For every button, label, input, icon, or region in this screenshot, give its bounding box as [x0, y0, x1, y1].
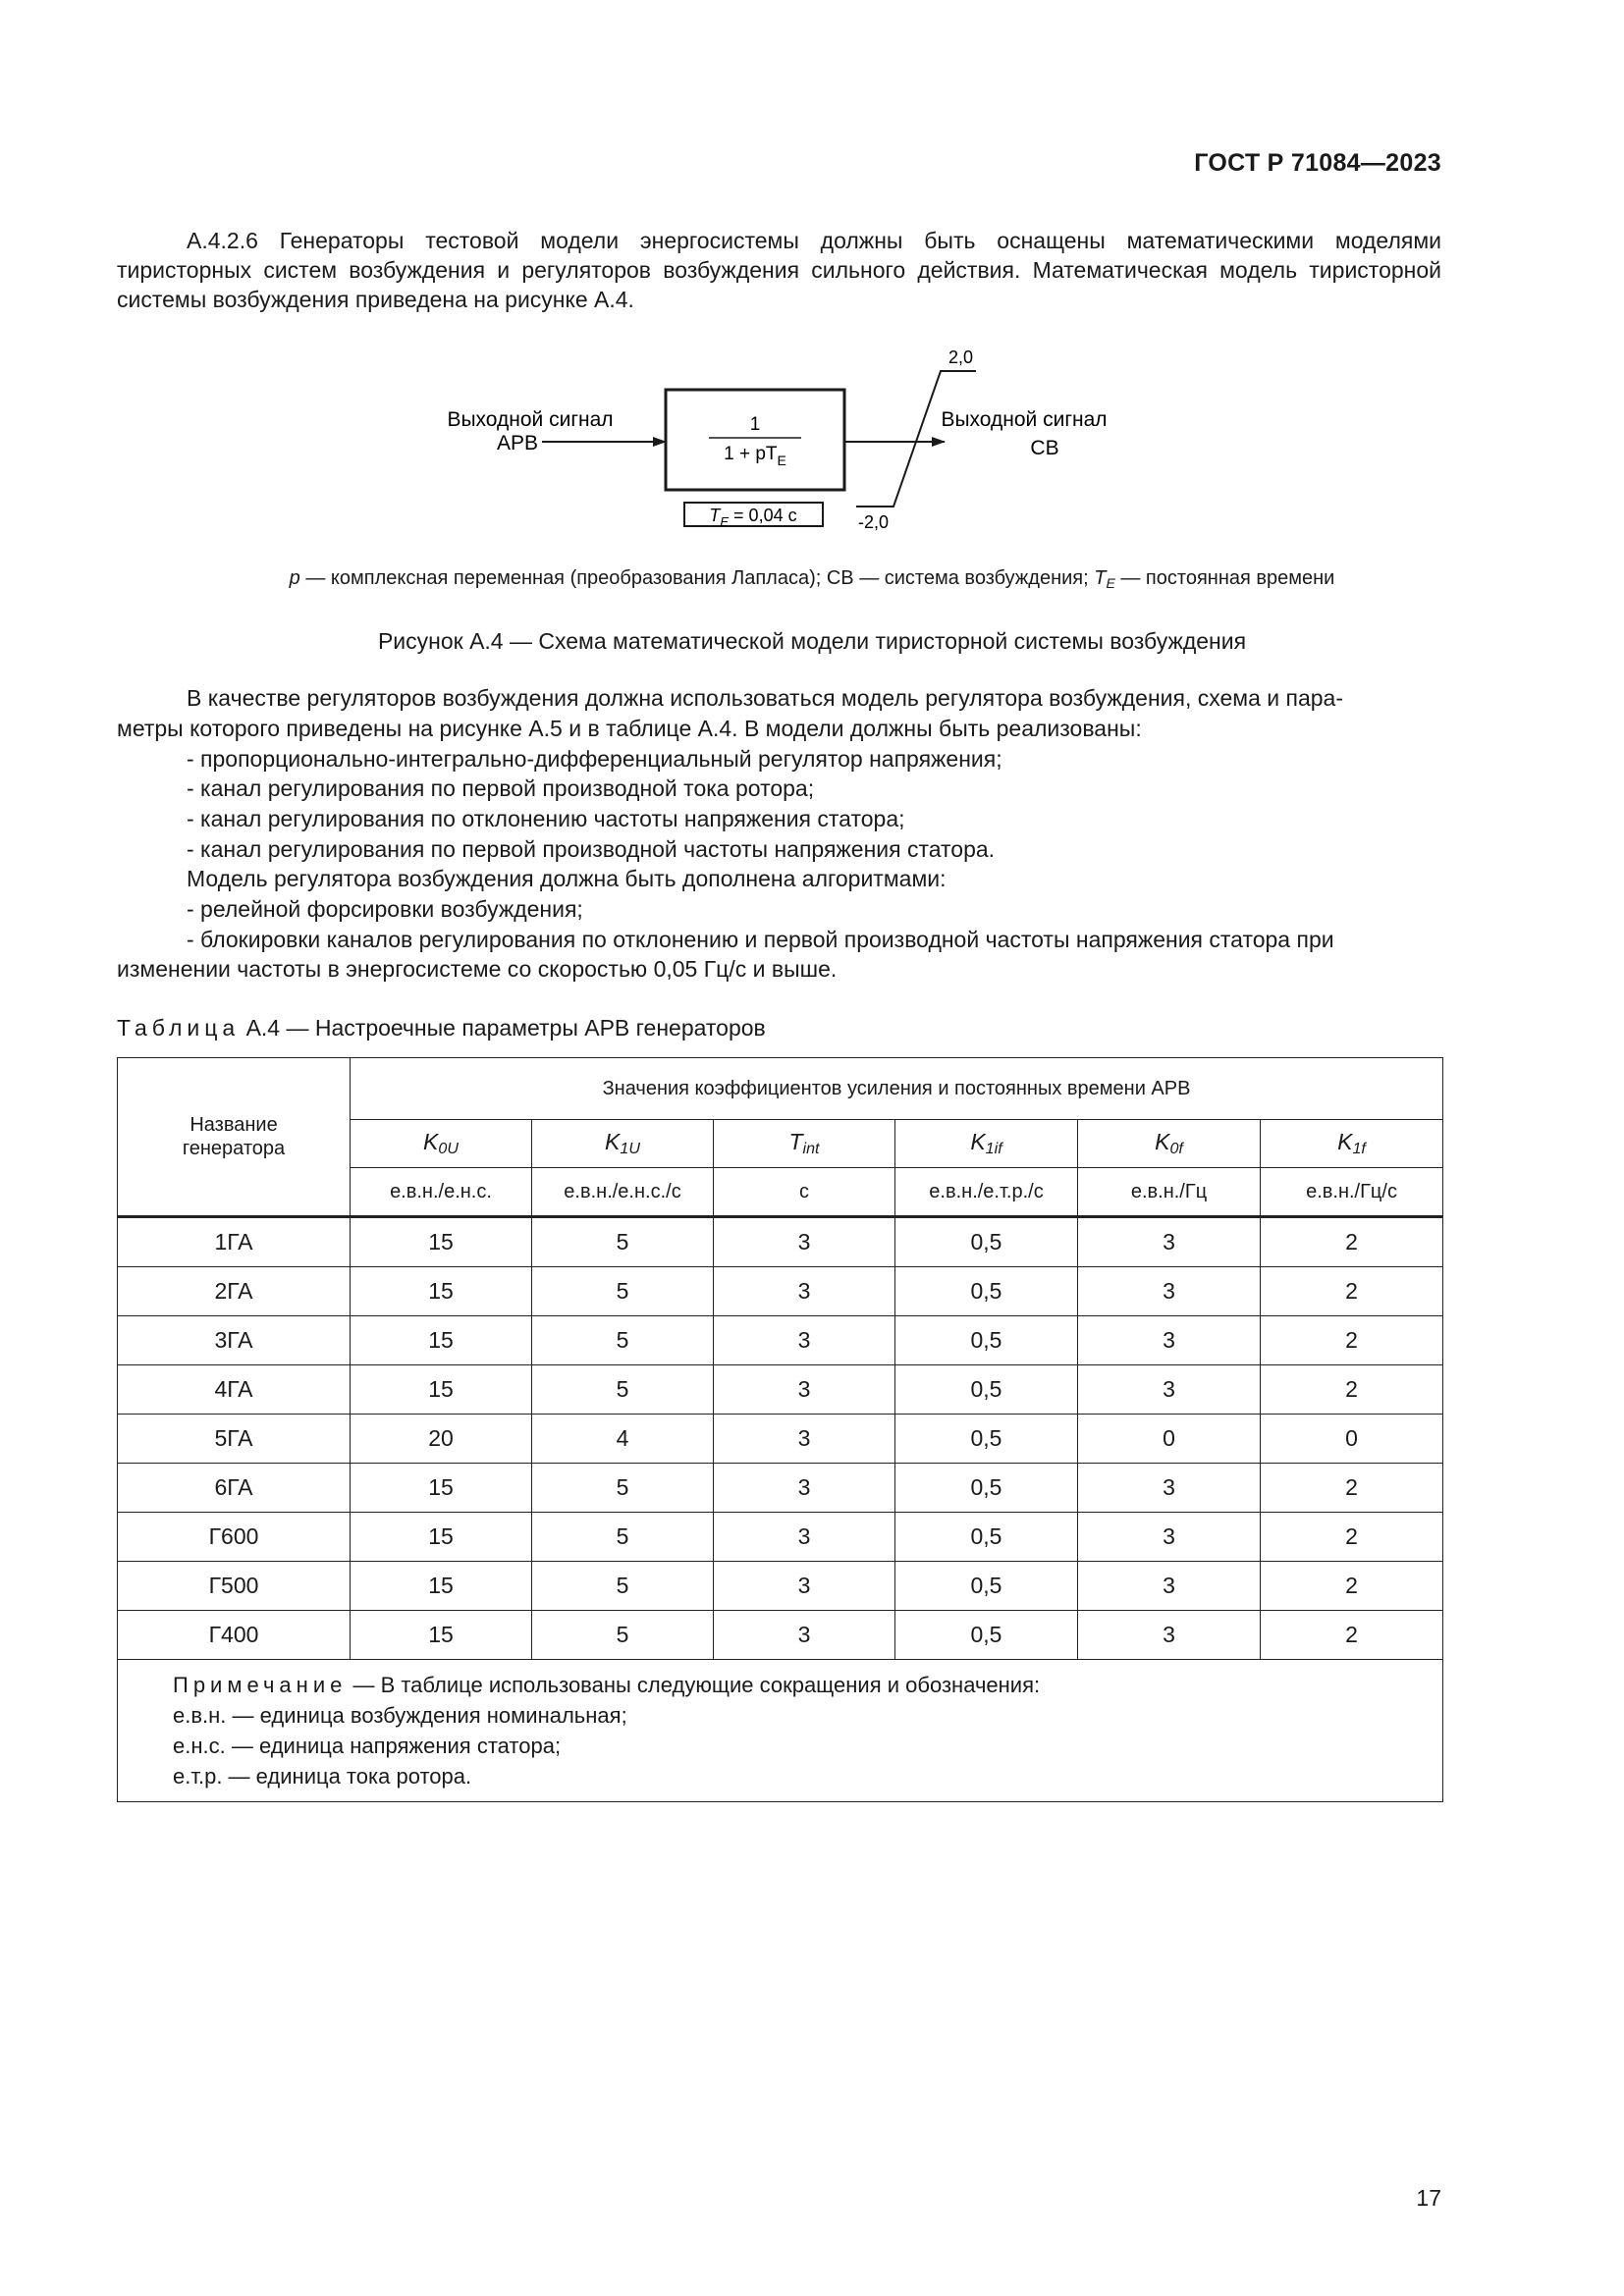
tf-numerator: 1	[749, 414, 761, 435]
figure-legend: p — комплексная переменная (преобразования Лапласа); СВ — система возбуждения; $T_E$ — постоянная времени	[289, 567, 1335, 591]
param-value-cell: 5	[532, 1217, 714, 1267]
param-value-cell: 5	[532, 1562, 714, 1611]
param-value-cell: 20	[351, 1415, 532, 1464]
input-label-line2: АРВ	[496, 432, 539, 454]
generator-name-header: Название генератора	[118, 1058, 351, 1217]
unit-header: е.в.н./е.н.с.	[351, 1168, 532, 1217]
body-line: изменении частоты в энергосистеме со скоростью 0,05 Гц/с и выше.	[117, 956, 838, 982]
list-item: - канал регулирования по первой производной тока ротора;	[187, 775, 815, 801]
param-value-cell: 15	[351, 1611, 532, 1660]
output-label-line1: Выходной сигнал	[941, 408, 1108, 431]
transfer-function-block	[666, 390, 844, 490]
param-value-cell: 3	[1078, 1365, 1261, 1415]
param-value-cell: 3	[714, 1513, 895, 1562]
page-number: 17	[1416, 2185, 1441, 2211]
param-value-cell: 3	[714, 1365, 895, 1415]
body-line: метры которого приведены на рисунке А.5 и в таблице А.4. В модели должны быть реализованы:	[117, 716, 1142, 741]
param-value-cell: 3	[1078, 1611, 1261, 1660]
generator-name-cell: Г600	[118, 1513, 351, 1562]
param-value-cell: 3	[714, 1415, 895, 1464]
generator-name-cell: 2ГА	[118, 1267, 351, 1316]
param-value-cell: 3	[714, 1316, 895, 1365]
param-value-cell: 2	[1261, 1464, 1443, 1513]
param-value-cell: 2	[1261, 1611, 1443, 1660]
param-value-cell: 3	[1078, 1562, 1261, 1611]
tf-denominator: $1 + pT_E$	[724, 444, 786, 468]
param-value-cell: 0	[1078, 1415, 1261, 1464]
param-value-cell: 15	[351, 1562, 532, 1611]
param-header: $K_{1f}$	[1261, 1120, 1443, 1168]
limit-lower: -2,0	[858, 512, 890, 532]
list-item: - канал регулирования по отклонению частоты напряжения статора;	[187, 806, 905, 831]
table-row	[118, 1365, 1443, 1415]
param-header: $K_{0f}$	[1078, 1120, 1261, 1168]
table-row	[118, 1562, 1443, 1611]
table-row	[118, 1513, 1443, 1562]
figure-caption: Рисунок А.4 — Схема математической модели тиристорной системы возбуждения	[377, 628, 1247, 654]
table-note: Примечание — В таблице использованы следующие сокращения и обозначения: е.в.н. — единица возбуждения номинальная; е.н.с. — единица напряжения статора; е.т.р. — единица тока ротора.	[118, 1660, 1443, 1802]
param-value-cell: 15	[351, 1267, 532, 1316]
generator-name-cell: 3ГА	[118, 1316, 351, 1365]
param-value-cell: 4	[532, 1415, 714, 1464]
param-value-cell: 2	[1261, 1267, 1443, 1316]
generator-name-cell: 6ГА	[118, 1464, 351, 1513]
generator-name-cell: Г500	[118, 1562, 351, 1611]
generator-name-cell: 1ГА	[118, 1217, 351, 1267]
generator-name-cell: 4ГА	[118, 1365, 351, 1415]
generator-name-cell: Г400	[118, 1611, 351, 1660]
param-value-cell: 2	[1261, 1562, 1443, 1611]
unit-header: е.в.н./е.н.с./с	[532, 1168, 714, 1217]
param-header: $T_{int}$	[714, 1120, 895, 1168]
document-id: ГОСТ Р 71084—2023	[1194, 149, 1441, 177]
table-row	[118, 1316, 1443, 1365]
param-value-cell: 0,5	[895, 1513, 1078, 1562]
param-value-cell: 5	[532, 1464, 714, 1513]
table-row	[118, 1217, 1443, 1267]
body-line: В качестве регуляторов возбуждения должна использоваться модель регулятора возбуждения, схема и пара-	[187, 685, 1343, 711]
body-line: Модель регулятора возбуждения должна быть дополнена алгоритмами:	[187, 866, 947, 891]
param-value-cell: 0,5	[895, 1415, 1078, 1464]
param-value-cell: 0,5	[895, 1562, 1078, 1611]
limit-upper: 2,0	[948, 347, 974, 367]
param-value-cell: 3	[1078, 1217, 1261, 1267]
table-row	[118, 1415, 1443, 1464]
param-value-cell: 0,5	[895, 1316, 1078, 1365]
param-value-cell: 3	[714, 1464, 895, 1513]
limiter-symbol	[856, 371, 976, 507]
unit-header: е.в.н./е.т.р./с	[895, 1168, 1078, 1217]
group-header: Значения коэффициентов усиления и постоянных времени АРВ	[351, 1058, 1443, 1120]
param-value-cell: 5	[532, 1316, 714, 1365]
generator-name-cell: 5ГА	[118, 1415, 351, 1464]
param-value-cell: 15	[351, 1513, 532, 1562]
param-value-cell: 3	[714, 1267, 895, 1316]
list-item: - канал регулирования по первой производной частоты напряжения статора.	[187, 836, 996, 862]
param-value-cell: 3	[714, 1611, 895, 1660]
param-value-cell: 3	[1078, 1513, 1261, 1562]
param-value-cell: 5	[532, 1267, 714, 1316]
param-value-cell: 0,5	[895, 1611, 1078, 1660]
param-value-cell: 3	[714, 1562, 895, 1611]
excitation-system-diagram	[0, 334, 1624, 540]
param-value-cell: 15	[351, 1316, 532, 1365]
unit-header: е.в.н./Гц/с	[1261, 1168, 1443, 1217]
param-value-cell: 15	[351, 1464, 532, 1513]
time-constant-label: $T_E = 0,04$ с	[709, 506, 797, 529]
param-value-cell: 0	[1261, 1415, 1443, 1464]
param-value-cell: 3	[1078, 1267, 1261, 1316]
list-item: - релейной форсировки возбуждения;	[187, 896, 583, 922]
param-value-cell: 0,5	[895, 1365, 1078, 1415]
table-row	[118, 1267, 1443, 1316]
param-value-cell: 0,5	[895, 1464, 1078, 1513]
list-item: - пропорционально-интегрально-дифференциальный регулятор напряжения;	[187, 746, 1002, 772]
input-label-line1: Выходной сигнал	[447, 408, 614, 431]
output-label-line2: СВ	[1030, 437, 1059, 459]
intro-paragraph: А.4.2.6 Генераторы тестовой модели энергосистемы должны быть оснащены математическими моделями тиристорных систем возбуждения и регуляторов возбуждения сильного действия. Математическая модель тиристорной системы возбуждения приведена на рисунке А.4.	[117, 228, 1441, 312]
param-header: $K_{0U}$	[351, 1120, 532, 1168]
arv-parameters-table	[117, 1057, 1443, 1802]
param-value-cell: 2	[1261, 1316, 1443, 1365]
param-value-cell: 2	[1261, 1365, 1443, 1415]
param-value-cell: 2	[1261, 1513, 1443, 1562]
table-row	[118, 1464, 1443, 1513]
param-value-cell: 15	[351, 1217, 532, 1267]
table-row	[118, 1611, 1443, 1660]
param-value-cell: 5	[532, 1611, 714, 1660]
param-value-cell: 5	[532, 1513, 714, 1562]
param-value-cell: 3	[1078, 1464, 1261, 1513]
param-value-cell: 0,5	[895, 1267, 1078, 1316]
param-value-cell: 5	[532, 1365, 714, 1415]
unit-header: е.в.н./Гц	[1078, 1168, 1261, 1217]
param-value-cell: 3	[714, 1217, 895, 1267]
param-header: $K_{1if}$	[895, 1120, 1078, 1168]
table-caption: Таблица А.4 — Настроечные параметры АРВ генераторов	[117, 1015, 766, 1041]
list-item: - блокировки каналов регулирования по отклонению и первой производной частоты напряжения статора при	[187, 927, 1334, 952]
unit-header: с	[714, 1168, 895, 1217]
param-value-cell: 2	[1261, 1217, 1443, 1267]
param-value-cell: 15	[351, 1365, 532, 1415]
param-value-cell: 0,5	[895, 1217, 1078, 1267]
param-header: $K_{1U}$	[532, 1120, 714, 1168]
param-value-cell: 3	[1078, 1316, 1261, 1365]
